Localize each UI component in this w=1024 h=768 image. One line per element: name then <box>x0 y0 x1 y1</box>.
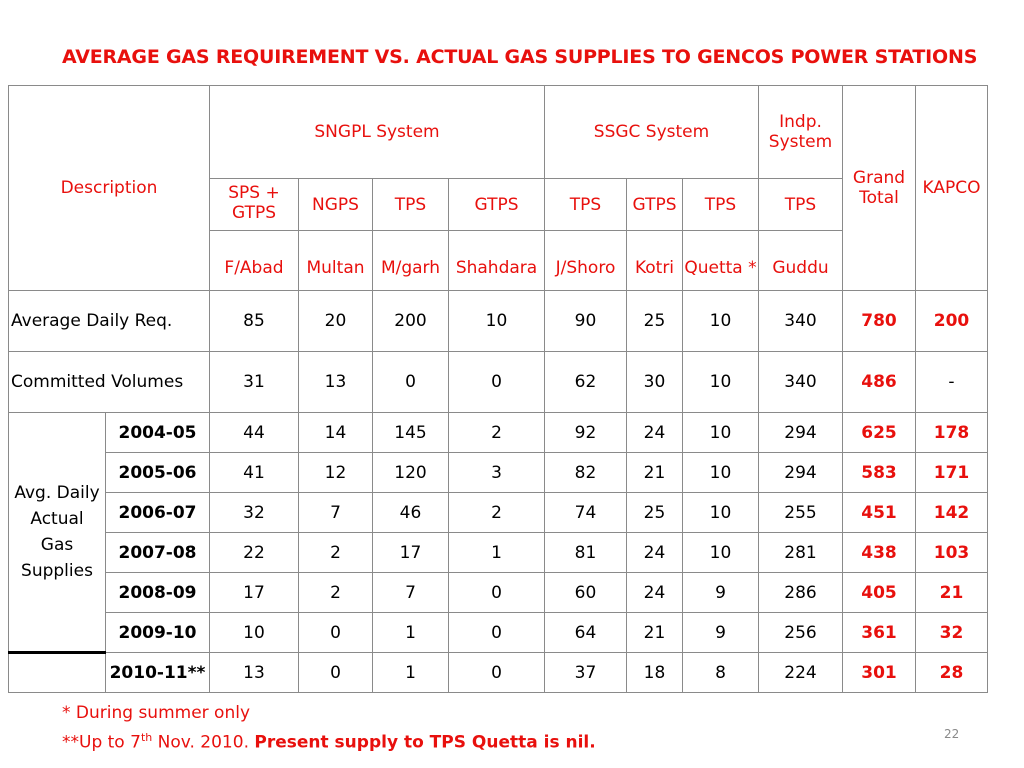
table-cell: 10 <box>683 413 759 453</box>
indp-header: Indp. System <box>759 86 843 179</box>
kapco-cell: 142 <box>916 493 988 533</box>
avg-daily-req-row <box>9 291 988 352</box>
page-number: 22 <box>944 727 960 741</box>
table-cell: 17 <box>373 533 449 573</box>
table-cell: 145 <box>373 413 449 453</box>
table-cell: 7 <box>299 493 373 533</box>
table-cell: 60 <box>545 573 627 613</box>
grand-total-cell: 405 <box>843 573 916 613</box>
table-cell: 281 <box>759 533 843 573</box>
year-label: 2008-09 <box>106 573 210 613</box>
grand-total-cell: 451 <box>843 493 916 533</box>
footnote-upto-prefix: **Up to 7 <box>62 732 141 753</box>
table-cell: 92 <box>545 413 627 453</box>
row-label: Committed Volumes <box>9 352 210 413</box>
table-cell: 46 <box>373 493 449 533</box>
table-cell: 30 <box>627 352 683 413</box>
kapco-cell: 178 <box>916 413 988 453</box>
grand-total-cell: 361 <box>843 613 916 653</box>
table-cell: 0 <box>449 653 545 693</box>
table-cell: 1 <box>449 533 545 573</box>
table-row <box>9 533 988 573</box>
actual-supplies-label <box>9 413 106 653</box>
table-cell: 2 <box>299 573 373 613</box>
kapco-header: KAPCO <box>916 86 988 291</box>
year-label: 2006-07 <box>106 493 210 533</box>
kapco-cell: 200 <box>916 291 988 352</box>
table-cell: 0 <box>373 352 449 413</box>
table-cell: 0 <box>299 653 373 693</box>
plant-type: TPS <box>759 179 843 231</box>
plant-type: GTPS <box>627 179 683 231</box>
table-cell: 120 <box>373 453 449 493</box>
table-cell: 10 <box>683 291 759 352</box>
table-cell: 82 <box>545 453 627 493</box>
table-cell: 9 <box>683 613 759 653</box>
plant-type: TPS <box>373 179 449 231</box>
plant-location: Quetta * <box>683 231 759 291</box>
table-cell: 10 <box>683 493 759 533</box>
table-cell: 255 <box>759 493 843 533</box>
table-cell: 224 <box>759 653 843 693</box>
plant-location: F/Abad <box>210 231 299 291</box>
table-cell: 9 <box>683 573 759 613</box>
gas-supply-table <box>8 85 988 693</box>
sngpl-header: SNGPL System <box>210 86 545 179</box>
table-row <box>9 653 988 693</box>
table-cell: 200 <box>373 291 449 352</box>
table-cell: 32 <box>210 493 299 533</box>
year-label: 2005-06 <box>106 453 210 493</box>
kapco-cell: 171 <box>916 453 988 493</box>
footnote-quetta: Present supply to TPS Quetta is nil. <box>254 732 596 753</box>
grand-total-header: Grand Total <box>843 86 916 291</box>
table-cell: 24 <box>627 573 683 613</box>
plant-type: GTPS <box>449 179 545 231</box>
table-cell: 74 <box>545 493 627 533</box>
kapco-cell: 32 <box>916 613 988 653</box>
table-cell: 21 <box>627 613 683 653</box>
table-cell: 294 <box>759 413 843 453</box>
table-cell: 31 <box>210 352 299 413</box>
year-label: 2004-05 <box>106 413 210 453</box>
plant-type: TPS <box>545 179 627 231</box>
table-cell: 13 <box>210 653 299 693</box>
plant-location: Shahdara <box>449 231 545 291</box>
table-cell: 2 <box>299 533 373 573</box>
table-cell: 0 <box>449 573 545 613</box>
plant-type: TPS <box>683 179 759 231</box>
table-row <box>9 573 988 613</box>
table-cell: 17 <box>210 573 299 613</box>
footnote-upto-sup: th <box>140 731 153 744</box>
ssgc-header: SSGC System <box>545 86 759 179</box>
grand-total-cell: 486 <box>843 352 916 413</box>
table-cell: 25 <box>627 493 683 533</box>
plant-location: Multan <box>299 231 373 291</box>
table-row <box>9 453 988 493</box>
actual-supplies-label-text: Avg. Daily Actual Gas Supplies <box>14 483 100 581</box>
plant-location: M/garh <box>373 231 449 291</box>
table-cell: 3 <box>449 453 545 493</box>
kapco-cell: - <box>916 352 988 413</box>
table-cell: 44 <box>210 413 299 453</box>
grand-total-cell: 625 <box>843 413 916 453</box>
kapco-cell: 28 <box>916 653 988 693</box>
table-cell: 14 <box>299 413 373 453</box>
table-cell: 90 <box>545 291 627 352</box>
grand-total-cell: 438 <box>843 533 916 573</box>
table-cell: 10 <box>683 352 759 413</box>
table-cell: 0 <box>299 613 373 653</box>
table-row <box>9 413 988 453</box>
table-cell: 24 <box>627 413 683 453</box>
kapco-cell: 103 <box>916 533 988 573</box>
grand-total-cell: 583 <box>843 453 916 493</box>
year-label: 2009-10 <box>106 613 210 653</box>
table-cell: 10 <box>210 613 299 653</box>
table-cell: 81 <box>545 533 627 573</box>
table-cell: 286 <box>759 573 843 613</box>
description-header: Description <box>9 86 210 291</box>
table-cell: 10 <box>683 533 759 573</box>
table-cell: 24 <box>627 533 683 573</box>
table-row <box>9 493 988 533</box>
table-cell: 25 <box>627 291 683 352</box>
table-cell: 10 <box>683 453 759 493</box>
plant-type: SPS + GTPS <box>210 179 299 231</box>
table-cell: 256 <box>759 613 843 653</box>
footnote-upto <box>62 731 596 753</box>
plant-type: NGPS <box>299 179 373 231</box>
table-cell: 64 <box>545 613 627 653</box>
table-cell: 62 <box>545 352 627 413</box>
table-cell: 0 <box>449 352 545 413</box>
table-cell: 20 <box>299 291 373 352</box>
table-cell: 8 <box>683 653 759 693</box>
table-cell: 41 <box>210 453 299 493</box>
table-cell: 10 <box>449 291 545 352</box>
table-cell: 0 <box>449 613 545 653</box>
grand-total-cell: 780 <box>843 291 916 352</box>
year-label: 2010-11** <box>106 653 210 693</box>
table-cell: 18 <box>627 653 683 693</box>
plant-location: J/Shoro <box>545 231 627 291</box>
footnote-summer: * During summer only <box>62 703 251 723</box>
table-cell: 85 <box>210 291 299 352</box>
table-cell: 2 <box>449 413 545 453</box>
row-label: Average Daily Req. <box>9 291 210 352</box>
table-cell: 340 <box>759 352 843 413</box>
grand-total-cell: 301 <box>843 653 916 693</box>
table-cell: 1 <box>373 653 449 693</box>
kapco-cell: 21 <box>916 573 988 613</box>
table-cell: 12 <box>299 453 373 493</box>
plant-location: Kotri <box>627 231 683 291</box>
plant-location: Guddu <box>759 231 843 291</box>
year-label: 2007-08 <box>106 533 210 573</box>
committed-row <box>9 352 988 413</box>
slide-title: AVERAGE GAS REQUIREMENT VS. ACTUAL GAS SUPPLIES TO GENCOS POWER STATIONS <box>62 46 978 68</box>
table-cell: 37 <box>545 653 627 693</box>
table-cell: 22 <box>210 533 299 573</box>
table-cell: 340 <box>759 291 843 352</box>
table-cell: 21 <box>627 453 683 493</box>
table-cell: 7 <box>373 573 449 613</box>
footnote-upto-suffix: Nov. 2010. <box>152 732 249 753</box>
table-cell: 294 <box>759 453 843 493</box>
empty-cell <box>9 653 106 693</box>
table-cell: 2 <box>449 493 545 533</box>
table-row <box>9 613 988 653</box>
table-cell: 13 <box>299 352 373 413</box>
table-cell: 1 <box>373 613 449 653</box>
